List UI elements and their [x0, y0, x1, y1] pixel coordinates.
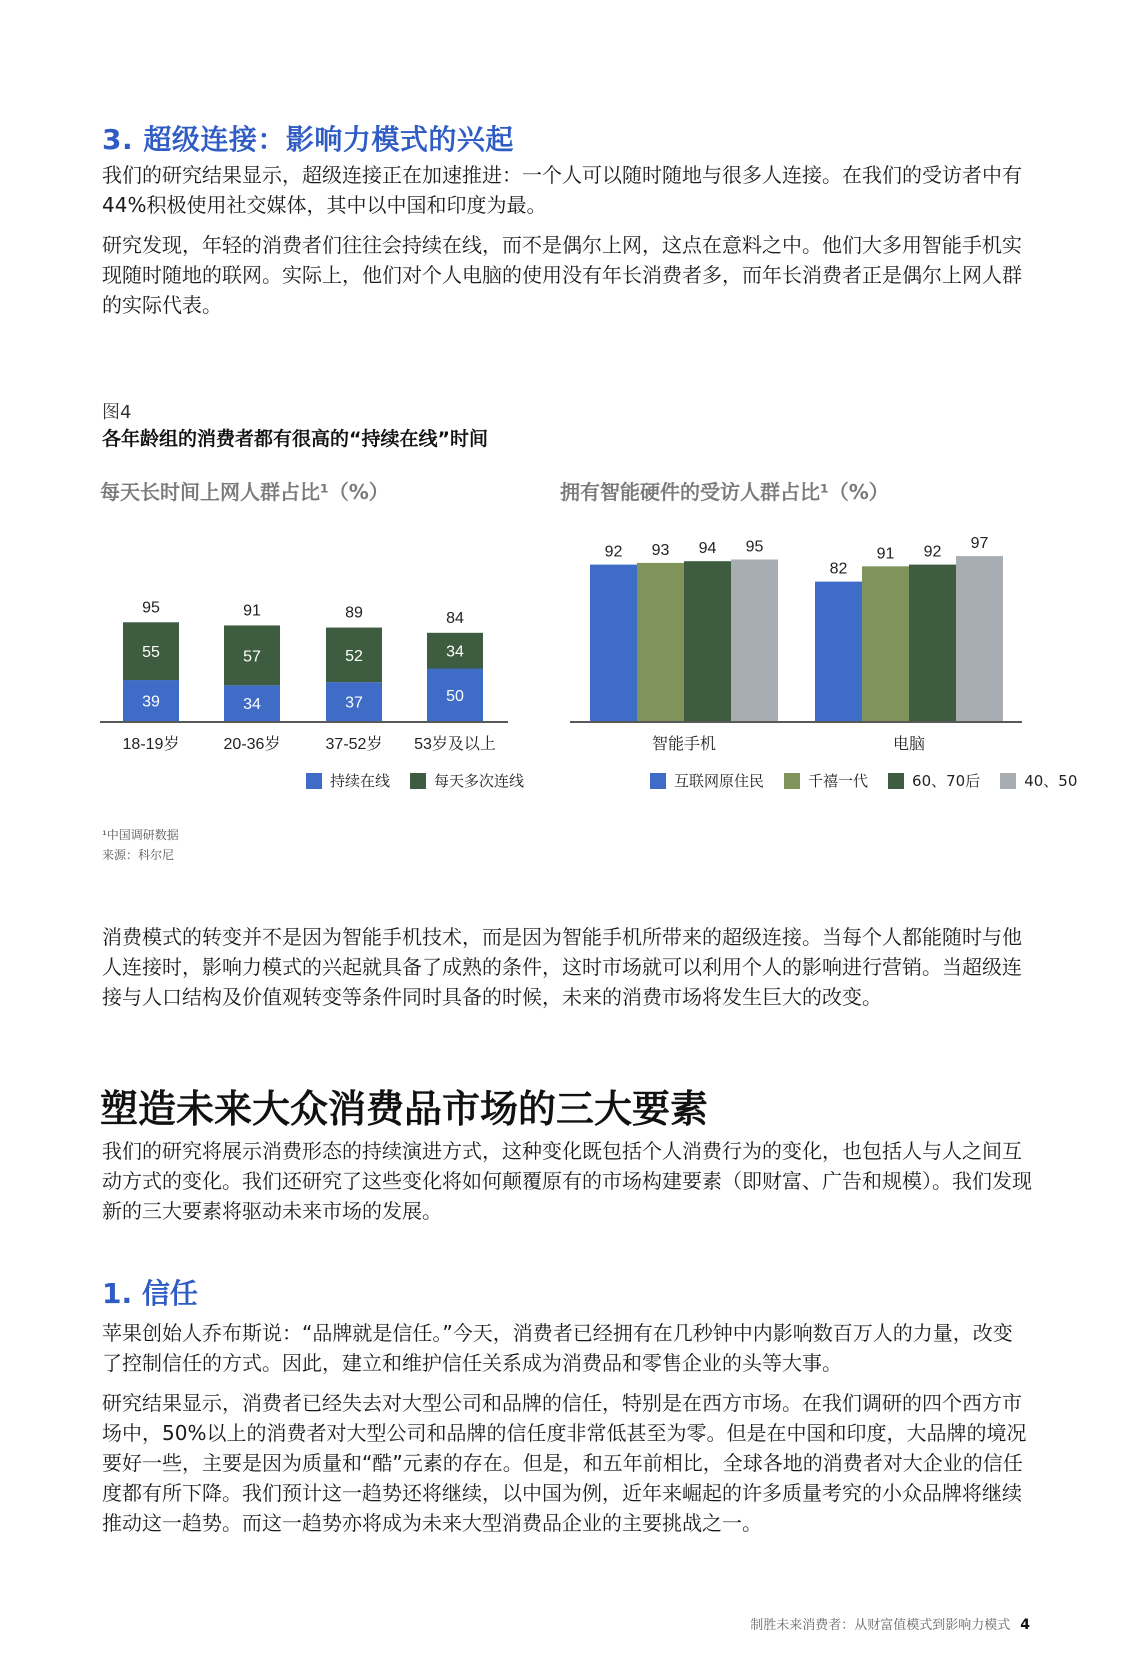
section3-paragraph-2: 研究发现，年轻的消费者们往往会持续在线，而不是偶尔上网，这点在意料之中。他们大多用智能手机实现随时随地的联网。实际上，他们对个人电脑的使用没有年长消费者多，而年长消费者正是偶尔上网人群的实际代表。: [102, 233, 1022, 317]
left-bar-value-label: 55: [142, 644, 160, 662]
figure-title: 各年龄组的消费者都有很高的“持续在线”时间: [102, 428, 488, 450]
right-bar-0-3: [731, 560, 778, 722]
left-bar-value-label: 52: [345, 647, 363, 665]
left-category-label: 37-52岁: [325, 736, 383, 753]
post-chart-paragraph: 消费模式的转变并不是因为智能手机技术，而是因为智能手机所带来的超级连接。当每个人都能随时与他人连接时，影响力模式的兴起就具备了成熟的条件，这时市场就可以利用个人的影响进行营销。当超级连接与人口结构及价值观转变等条件同时具备的时候，未来的消费市场将发生巨大的改变。: [102, 925, 1022, 1009]
left-bar-value-label: 50: [446, 687, 464, 705]
figure-source: 来源：科尔尼: [102, 848, 175, 862]
section1-paragraph-1: 苹果创始人乔布斯说：“品牌就是信任。”今天，消费者已经拥有在几秒钟中内影响数百万人的力量，改变了控制信任的方式。因此，建立和维护信任关系成为消费品和零售企业的头等大事。: [102, 1321, 1013, 1375]
right-bar-value-label: 97: [970, 535, 989, 553]
footer-title: 制胜未来消费者：从财富值模式到影响力模式: [750, 1618, 1011, 1633]
legend-swatch: [650, 773, 666, 789]
right-chart-legend: [650, 770, 1097, 791]
right-bar-value-label: 95: [745, 538, 764, 556]
left-bar-value-label: 37: [345, 694, 363, 712]
right-category-label: 电脑: [892, 736, 926, 753]
right-bar-value-label: 91: [876, 545, 895, 563]
legend-item: [888, 770, 980, 791]
section1-paragraph-2: 研究结果显示，消费者已经失去对大型公司和品牌的信任，特别是在西方市场。在我们调研的四个西方市场中，50%以上的消费者对大型公司和品牌的信任度非常低甚至为零。但是在中国和印度，大品牌的境况要好一些，主要是因为质量和“酷”元素的存在。但是，和五年前相比，全球各地的消费者对大企业的信任度都有所下降。我们预计这一趋势还将继续，以中国为例，近年来崛起的许多质量考究的小众品牌将继续推动这一趋势。而这一趋势亦将成为未来大型消费品企业的主要挑战之一。: [102, 1391, 1027, 1535]
legend-swatch: [888, 773, 904, 789]
legend-item: [784, 770, 868, 791]
legend-swatch: [306, 773, 322, 789]
left-bar-value-label: 39: [142, 693, 160, 711]
right-bar-1-3: [956, 556, 1003, 721]
page-number: 4: [1020, 1617, 1030, 1633]
left-category-label: 53岁及以上: [414, 736, 496, 753]
page-footer: [750, 1614, 1030, 1633]
figure-footnote: ¹中国调研数据: [102, 828, 179, 842]
legend-label: 持续在线: [330, 772, 391, 790]
legend-swatch: [1000, 773, 1016, 789]
right-bar-1-0: [815, 582, 862, 721]
legend-label: 每天多次连线: [434, 772, 525, 790]
left-bar-value-label: 34: [446, 643, 464, 661]
legend-item: [650, 770, 764, 791]
right-bar-0-2: [684, 561, 731, 721]
right-bar-value-label: 92: [604, 543, 623, 561]
legend-label: 千禧一代: [808, 772, 869, 790]
right-bar-1-1: [862, 566, 909, 721]
legend-item: [1000, 770, 1077, 791]
left-bar-total-label: 95: [142, 599, 160, 617]
right-bar-0-0: [590, 565, 637, 721]
right-bar-value-label: 94: [698, 540, 717, 558]
main-section-heading: 塑造未来大众消费品市场的三大要素: [100, 1087, 709, 1131]
right-bar-1-2: [909, 565, 956, 721]
left-bar-total-label: 89: [345, 604, 363, 622]
right-bar-value-label: 92: [923, 543, 942, 561]
figure-charts: [0, 0, 1122, 800]
left-bar-total-label: 91: [243, 602, 261, 620]
legend-swatch: [784, 773, 800, 789]
left-chart-subtitle: 每天长时间上网人群占比¹（%）: [100, 480, 389, 504]
left-chart-legend: [306, 770, 544, 791]
section1-heading: 1. 信任: [102, 1277, 198, 1310]
left-bar-value-label: 57: [243, 648, 261, 666]
legend-item: [306, 770, 390, 791]
section3-paragraph-1: 我们的研究结果显示，超级连接正在加速推进：一个人可以随时随地与很多人连接。在我们的受访者中有44%积极使用社交媒体，其中以中国和印度为最。: [102, 163, 1022, 217]
main-section-paragraph: 我们的研究将展示消费形态的持续演进方式，这种变化既包括个人消费行为的变化，也包括人与人之间互动方式的变化。我们还研究了这些变化将如何颠覆原有的市场构建要素（即财富、广告和规模）。我们发现新的三大要素将驱动未来市场的发展。: [102, 1139, 1032, 1223]
left-bar-total-label: 84: [446, 609, 464, 627]
left-category-label: 18-19岁: [122, 736, 180, 753]
figure-label: 图4: [102, 402, 132, 423]
right-bar-value-label: 82: [829, 560, 848, 578]
legend-swatch: [410, 773, 426, 789]
left-category-label: 20-36岁: [223, 736, 281, 753]
right-bar-value-label: 93: [651, 541, 670, 559]
left-bar-value-label: 34: [243, 696, 261, 714]
legend-label: 60、70后: [912, 772, 981, 790]
legend-label: 互联网原住民: [674, 772, 765, 790]
legend-label: 40、50: [1024, 772, 1078, 790]
right-bar-0-1: [637, 563, 684, 721]
legend-item: [410, 770, 524, 791]
section3-heading: 3. 超级连接：影响力模式的兴起: [102, 123, 514, 156]
right-chart-subtitle: 拥有智能硬件的受访人群占比¹（%）: [560, 480, 889, 504]
right-category-label: 智能手机: [651, 736, 717, 753]
